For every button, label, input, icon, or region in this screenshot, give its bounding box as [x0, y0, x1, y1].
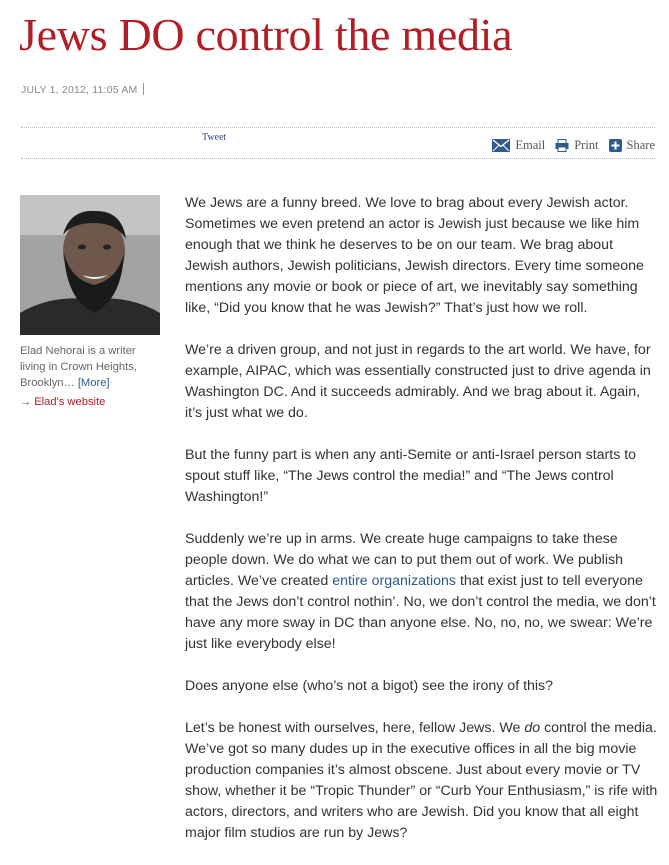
author-photo: [20, 195, 160, 335]
email-button[interactable]: [492, 138, 545, 153]
share-button[interactable]: [609, 138, 655, 153]
author-more-link[interactable]: [More]: [77, 377, 110, 389]
article-title: Jews DO control the media: [19, 9, 513, 60]
paragraph-text: control the media. We’ve got so many dudes up in the executive offices in all the big movie production companies it’s almost obscene. Just about every movie or TV show, whether it be “Tropic Thunder” or “Curb Your Enthusiasm,” is rife with actors, directors, and writers who are Jewish. Did you know that all eight major film studios are run by Jews?: [185, 720, 658, 841]
printer-icon: [555, 139, 569, 152]
article-dateline: [21, 83, 144, 96]
plus-icon: [609, 139, 622, 152]
date-separator: [143, 83, 144, 95]
tweet-button[interactable]: Tweet: [202, 132, 227, 143]
author-bio: [20, 343, 160, 391]
author-bio-text: Elad Nehorai is a writer living in Crown Heights, Brooklyn…: [20, 345, 137, 389]
print-label: Print: [574, 138, 599, 152]
entire-organizations-link[interactable]: entire organizations: [332, 573, 457, 589]
paragraph-text: Let’s be honest with ourselves, here, fellow Jews. We: [185, 720, 525, 736]
author-website-label: Elad's website: [34, 396, 106, 408]
article-body: [185, 193, 660, 865]
article-paragraph: Does anyone else (who’s not a bigot) see the irony of this?: [185, 678, 554, 694]
emphasis-text: do: [524, 720, 541, 736]
article-paragraph: [185, 718, 660, 844]
share-label: Share: [626, 138, 655, 152]
share-bar: [482, 138, 655, 153]
paragraph-text: Suddenly we’re up in arms. We create huge campaigns to take these people down. We do what we can to put them out of work. We publish articles. We’ve created: [185, 531, 623, 589]
article-paragraph: We Jews are a funny breed. We love to brag about every Jewish actor. Sometimes we even pretend an actor is Jewish just because we like him enough that we think he deserves to be on our team. We brag about Jewish authors, Jewish politicians, Jewish directors. Every time someone mentions any movie or book or piece of art, we inevitably say something like, “Did you know that he was Jewish?” That’s just how we roll.: [185, 195, 644, 316]
arrow-right-icon: →: [20, 396, 32, 408]
share-bar-bottom-divider: [21, 158, 655, 159]
author-website-link[interactable]: [20, 396, 105, 408]
print-button[interactable]: [555, 138, 598, 153]
email-label: Email: [515, 138, 546, 152]
article-paragraph: We’re a driven group, and not just in regards to the art world. We have, for example, AIPAC, which was essentially constructed just to drive agenda in Washington DC. And it succeeds admirably. And we brag about it. Again, it’s just what we do.: [185, 342, 651, 421]
envelope-icon: [492, 139, 510, 152]
article-paragraph: [185, 529, 660, 655]
share-bar-top-divider: [21, 127, 655, 128]
publish-date: JULY 1, 2012, 11:05 AM: [21, 84, 138, 96]
article-paragraph: But the funny part is when any anti-Semite or anti-Israel person starts to spout stuff like, “The Jews control the media!” and “The Jews control Washington!”: [185, 447, 637, 505]
paragraph-text: that exist just to tell everyone that the Jews don’t control nothin’. No, we don’t control the media, we don’t have any more sway in DC than anyone else. No, no, no, we swear: We’re just like everybody else!: [185, 573, 656, 652]
